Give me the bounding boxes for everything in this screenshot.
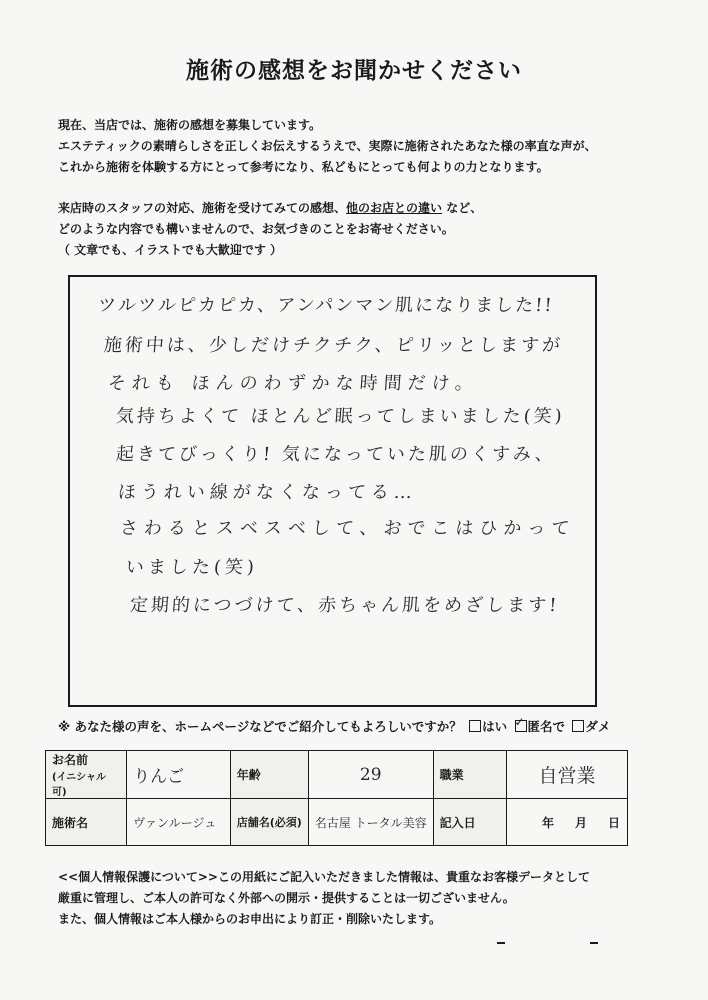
privacy-line-2: 厳重に管理し、ご本人の許可なく外部への開示・提供することは一切ございません。: [58, 891, 515, 905]
scan-mark: [497, 942, 505, 944]
message-line-1: ツルツルピカピカ、アンパンマン肌になりました!!: [97, 295, 555, 316]
consent-anonymous-label: 匿名で: [527, 719, 566, 734]
name-label: お名前: [52, 753, 89, 767]
intro-line-4-post: など、: [446, 201, 483, 215]
date-month-unit: 月: [574, 815, 588, 830]
intro-line-1: 現在、当店では、施術の感想を募集しています。: [58, 118, 322, 132]
intro-line-3: これから施術を体験する方にとって参考になり、私どもにとっても何よりの力となります。: [58, 160, 549, 174]
date-value-cell[interactable]: [507, 799, 628, 846]
date-year-unit: 年: [541, 815, 555, 830]
consent-no-checkbox[interactable]: [572, 720, 584, 732]
consent-no-label: ダメ: [585, 719, 611, 734]
store-label: 店舗名(必須): [230, 799, 308, 846]
intro-line-5: どのような内容でも構いませんので、お気づきのことをお寄せください。: [58, 222, 454, 236]
message-line-4: 気持ちよくて ほとんど眠ってしまいました(笑): [115, 406, 566, 427]
store-value[interactable]: 名古屋 トータル美容: [308, 799, 433, 846]
intro-underlined-text: 他のお店との違い: [346, 201, 443, 215]
consent-yes-label: はい: [482, 719, 508, 734]
consent-row: [58, 717, 610, 735]
message-line-8: いました(笑): [125, 557, 259, 578]
consent-yes-checkbox[interactable]: [469, 720, 481, 732]
age-value[interactable]: 29: [308, 751, 433, 799]
message-line-2: 施術中は、少しだけチクチク、ピリッとしますが: [103, 335, 564, 356]
message-line-3: それも ほんのわずかな時間だけ。: [107, 373, 480, 394]
name-label-cell: [46, 751, 127, 799]
job-value[interactable]: 自営業: [507, 751, 628, 799]
scan-mark: [590, 942, 598, 944]
consent-question: ※ あなた様の声を、ホームページなどでご紹介してもよろしいですか？: [58, 719, 462, 734]
name-value[interactable]: りんご: [127, 751, 231, 799]
intro-line-2: エステティックの素晴らしさを正しくお伝えするうえで、実際に施術されたあなた様の率直な声が、: [58, 139, 597, 153]
job-label: 職業: [433, 751, 506, 799]
customer-info-table: [45, 750, 628, 846]
intro-line-4: [58, 199, 482, 216]
intro-line-4-pre: 来店時のスタッフの対応、施術を受けてみての感想、: [58, 201, 347, 215]
treatment-value[interactable]: ヴァンルージュ: [127, 799, 231, 846]
page-title: 施術の感想をお聞かせください: [186, 58, 522, 84]
message-line-9: 定期的につづけて、赤ちゃん肌をめざします!: [129, 595, 561, 616]
date-day-unit: 日: [607, 815, 621, 830]
message-line-7: さわるとスベスベして、おでこはひかって: [119, 518, 577, 539]
date-label: 記入日: [433, 799, 506, 846]
privacy-line-3: また、個人情報はご本人様からのお申出により訂正・削除いたします。: [58, 912, 442, 926]
treatment-label: 施術名: [46, 799, 127, 846]
age-label: 年齢: [230, 751, 308, 799]
intro-line-6: （ 文章でも、イラストでも大歓迎です ）: [58, 243, 282, 257]
privacy-line-1: <<個人情報保護について>>この用紙にご記入いただきました情報は、貴重なお客様データとして: [58, 870, 590, 884]
message-line-6: ほうれい線がなくなってる…: [117, 482, 418, 503]
message-line-5: 起きてびっくり! 気になっていた肌のくすみ、: [115, 444, 557, 465]
name-sublabel: (イニシャル可): [52, 772, 106, 798]
consent-anonymous-checkbox[interactable]: [515, 720, 527, 732]
